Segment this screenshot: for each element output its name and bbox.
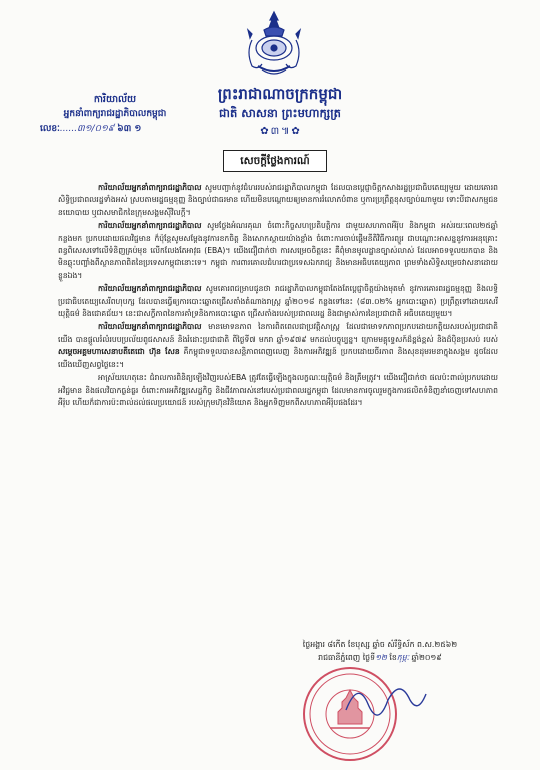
kingdom-title: ព្រះរាជាណាចក្រកម្ពុជា bbox=[217, 85, 343, 103]
paragraph bbox=[58, 182, 498, 219]
paragraph bbox=[58, 321, 498, 371]
date-prefix: រាជធានីភ្នំពេញ ថ្ងៃទី bbox=[318, 653, 376, 662]
solar-date bbox=[250, 651, 510, 664]
date-day: ១២ bbox=[375, 653, 387, 662]
paragraph-text: ការិយាល័យអ្នកនាំពាក្យរាជរដ្ឋាភិបាល សូមគោរពជម្រាបជូនថា រាជរដ្ឋាភិបាលកម្ពុជាតែងតែប្តេជ្ញាចិត្តយ៉ាងមុតមាំ នូវការគោរពរដ្ឋធម្មនុញ្ញ និងលទ្ធិប្រជាធិបតេយ្យសេរីពហុបក្ស ដែលបានធ្វើឲ្យការបោះឆ្នោតជ្រើសតាំងតំណាងរាស្ត្រ ឆ្នាំ២០១៨ កន្លងទៅនេះ (៨៣.០២% អ្នកបោះឆ្នោត) ប្រព្រឹត្តទៅដោយសេរី យុត្តិធម៌ និងជោគជ័យ។ នេះជាសក្ខីភាពនៃការគាំទ្រនិងការបោះឆ្នោត ជ្រើសតាំងរបស់ប្រជាពលរដ្ឋ និងជាម្ចាស់ការនៃប្រជាជាតិ អធិបតេយ្យមួយ។ bbox=[58, 284, 498, 319]
ref-suffix: ៦៣ ១ bbox=[117, 124, 142, 134]
document-title: សេចក្តីថ្លែងការណ៍ bbox=[223, 150, 327, 172]
paragraph bbox=[58, 372, 498, 409]
office-name bbox=[40, 93, 190, 121]
paragraph-text: ការិយាល័យអ្នកនាំពាក្យរាជរដ្ឋាភិបាល សូមថ្លែងអំណរគុណ ចំពោះកិច្ចសហប្រតិបត្តិការ ជាមួយសហភាពអឺរ៉ុប និងកម្ពុជា អស់រយៈពេល២៥ឆ្នាំកន្លងមក ប្រកបដោយផលវិជ្ជមាន ក៏ប៉ុន្តែសូមសម្តែងនូវការខកចិត្ត និងសោកស្តាយយ៉ាងខ្លាំង ចំពោះការចាប់ផ្តើមនីតិវិធីការព្យួរ ជាបណ្តោះអាសន្ននូវការអនុគ្រោះពន្ធពិសេសទៅលើទំនិញគ្រប់មុខ លើកលែងតែអាវុធ (EBA)។ យើងជឿជាក់ថា ការសម្រេចចិត្តនេះ គឺពុំមានមូលដ្ឋានច្បាស់លាស់ ដែលអាចទទួលយកបាន និងមិនឆ្លុះបញ្ចាំងពីស្ថានភាពពិតនៃប្រទេសកម្ពុជានោះទេ។ កម្ពុជា ការពារគោលជំហរជាប្រទេសឯករាជ្យ និងមានអធិបតេយ្យភាព ព្រមទាំងសិទ្ធិសម្រេចវាសនាដោយខ្លួនឯង។ bbox=[58, 221, 498, 280]
paragraph bbox=[58, 283, 498, 320]
header-ornament: ✿៣៕✿ bbox=[260, 126, 302, 137]
national-motto: ជាតិ សាសនា ព្រះមហាក្សត្រ bbox=[219, 106, 341, 120]
ref-number-handwritten: ......៣១/០១៩ bbox=[59, 124, 115, 134]
paragraph-text: ការិយាល័យអ្នកនាំពាក្យរាជរដ្ឋាភិបាល មានមោទនភាព នៃការពិតពេលជាប្រវត្តិសាស្ត្រ ដែលជាមោទកភាពប្រកបដោយកត្តិយសរបស់ប្រជាជាតិយើង បានផ្ដួលរំលំរបបប្រល័យពូជសាសន៍ និងរំដោះប្រជាជាតិ ពីថ្ងៃទី៧ មករា ឆ្នាំ១៩៧៩ មកដល់បច្ចុប្បន្ន។ ក្រោមមគ្គុទ្ទេសក៍ដ៏ខ្ពង់ខ្ពស់ និងដ៏ប៉ិនប្រសប់ របស់ សម្តេចអគ្គមហាសេនាបតីតេជោ ហ៊ុន សែន គឺកម្ពុជាទទួលបានសន្តិភាពពេញលេញ និងការអភិវឌ្ឍន៍ ប្រកបដោយចីរភាព និងសុខដុមរមនាក្នុងសង្គម ដូចដែលយើងឃើញសព្វថ្ងៃនេះ។ bbox=[58, 322, 498, 369]
reference-number bbox=[40, 123, 190, 136]
office-line-2: អ្នកនាំពាក្យរាជរដ្ឋាភិបាលកម្ពុជា bbox=[63, 109, 167, 119]
paragraph bbox=[58, 220, 498, 282]
statement-body bbox=[58, 182, 498, 410]
date-suffix: ឆ្នាំ២០១៩ bbox=[409, 653, 442, 662]
date-mid: ខែ bbox=[386, 653, 397, 662]
paragraph-text: អាស្រ័យហេតុនេះ ជំរាលការពិនិត្យឡើងវិញរបស់EBA ត្រូវតែធ្វើឡើងក្នុងលក្ខណៈយុត្តិធម៌ និងត្រឹមត្រូវ។ យើងជឿជាក់ថា ផលប៉ះពាល់ប្រកបដោយអវិជ្ជមាន និងផលវិបាកធ្ងន់ធ្ងរ ចំពោះការអភិវឌ្ឍសេដ្ឋកិច្ច និងជីវភាពរស់នៅរបស់ប្រជាពលរដ្ឋកម្ពុជា ដែលមានការចូលរួមក្នុងការផលិតទំនិញនាំចេញទៅសហភាពអឺរ៉ុប ហើយក៏ជាការប៉ះពាល់ដល់ផលប្រយោជន៍ របស់ក្រុមហ៊ុនវិនិយោគ និងអ្នកទិញមកពីសហភាពអឺរ៉ុបផងដែរ។ bbox=[58, 373, 498, 407]
date-block bbox=[250, 638, 510, 664]
lunar-date: ថ្ងៃអង្គារ ៨កើត ខែបុស្ស ឆ្នាំច សំរឹទ្ធិស័ក ព.ស.២៥៦២ bbox=[302, 640, 458, 649]
ref-label: លេខៈ bbox=[40, 124, 60, 134]
paragraph-text: ការិយាល័យអ្នកនាំពាក្យរាជរដ្ឋាភិបាល សូមបញ្ជាក់នូវជំហររបស់រាជរដ្ឋាភិបាលកម្ពុជា ដែលបានប្តេជ្ញាចិត្តកសាងរដ្ឋប្រជាធិបតេយ្យមួយ ដោយគោរពសិទ្ធិប្រជាពលរដ្ឋទាំងអស់ ស្របតាមរដ្ឋធម្មនុញ្ញ និងច្បាប់ជាធរមាន ហើយមិនបណ្តោយឲ្យមានការរំលោភបំពាន ឬការប្រព្រឹត្តខុសច្បាប់ណាមួយ ទោះបីជាសកម្មជននយោបាយ ឬជាសមាជិកនៃក្រុមសង្គមស៊ីវិលក្តី។ bbox=[58, 183, 498, 217]
office-line-1: ការិយាល័យ bbox=[93, 94, 137, 105]
date-month: កុម្ភៈ bbox=[396, 653, 410, 662]
signature bbox=[340, 670, 430, 730]
royal-emblem-icon bbox=[238, 8, 310, 80]
